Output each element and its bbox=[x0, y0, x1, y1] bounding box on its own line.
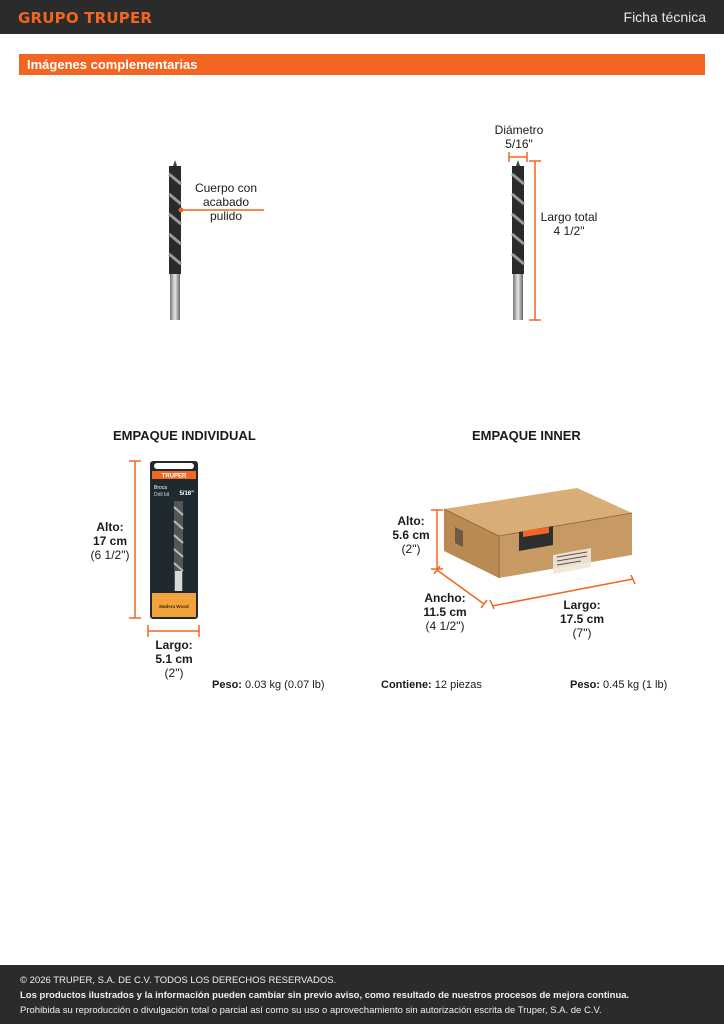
inner-height-metric: 5.6 cm bbox=[392, 528, 430, 542]
pack-length-metric: 5.1 cm bbox=[155, 652, 193, 666]
drill-bit-image-right bbox=[508, 160, 528, 322]
length-title: Largo total bbox=[540, 210, 598, 224]
inner-width-title: Ancho: bbox=[424, 591, 466, 605]
pack-height-metric: 17 cm bbox=[92, 534, 128, 548]
individual-pack-weight bbox=[212, 679, 325, 691]
pack-height-label bbox=[84, 520, 136, 562]
length-label bbox=[536, 210, 602, 238]
body-finish-label bbox=[186, 181, 266, 223]
card-product-en: Drill bit bbox=[154, 492, 170, 498]
inner-width-metric: 11.5 cm bbox=[423, 605, 467, 619]
diameter-label bbox=[488, 123, 550, 151]
footer-prohibition: Prohibida su reproducción o divulgación total o parcial así como su uso o aprovechamiento sin autorización escrita de Truper, S.A. de C.V. bbox=[20, 1005, 602, 1016]
inner-pack-weight bbox=[570, 679, 667, 691]
footer bbox=[0, 965, 724, 1024]
inner-height-imperial: (2") bbox=[401, 542, 421, 556]
individual-pack-heading: EMPAQUE INDIVIDUAL bbox=[113, 428, 256, 443]
inner-width-imperial: (4 1/2") bbox=[425, 619, 465, 633]
body-finish-line-2: acabado pulido bbox=[202, 195, 250, 223]
diameter-title: Diámetro bbox=[494, 123, 544, 137]
inner-length-metric: 17.5 cm bbox=[559, 612, 605, 626]
footer-copyright: © 2026 TRUPER, S.A. DE C.V. TODOS LOS DERECHOS RESERVADOS. bbox=[20, 975, 337, 986]
diameter-value: 5/16" bbox=[505, 137, 533, 151]
drill-bit-image-left bbox=[165, 160, 185, 322]
card-tag: Madera Wood bbox=[159, 604, 189, 609]
top-bar bbox=[0, 0, 724, 34]
inner-pack-box bbox=[443, 487, 633, 579]
section-bar bbox=[19, 54, 705, 75]
inner-contents-value: 12 piezas bbox=[434, 679, 482, 691]
pack-height-imperial: (6 1/2") bbox=[90, 548, 130, 562]
pack-length-dimension-line bbox=[147, 625, 201, 637]
brand-logo: GRUPO TRUPER bbox=[18, 9, 153, 27]
inner-width-label bbox=[418, 591, 472, 633]
inner-pack-contents bbox=[381, 679, 482, 691]
inner-weight-value: 0.45 kg (1 lb) bbox=[603, 679, 668, 691]
pack-length-title: Largo: bbox=[155, 638, 193, 652]
length-dimension-line bbox=[529, 160, 541, 322]
pack-length-label bbox=[148, 638, 200, 680]
footer-notice: Los productos ilustrados y la información pueden cambiar sin previo aviso, como resultado de nuestros procesos de mejora continua. bbox=[20, 990, 630, 1001]
inner-length-title: Largo: bbox=[563, 598, 601, 612]
pack-height-title: Alto: bbox=[96, 520, 124, 534]
inner-length-imperial: (7") bbox=[572, 626, 592, 640]
card-size: 5/16" bbox=[179, 491, 194, 497]
inner-pack-heading: EMPAQUE INNER bbox=[472, 428, 581, 443]
card-brand: TRUPER bbox=[161, 473, 187, 480]
individual-pack-card bbox=[150, 461, 198, 619]
section-title: Imágenes complementarias bbox=[27, 57, 198, 72]
inner-contents-title: Contiene: bbox=[381, 679, 432, 691]
card-product-es: Broca bbox=[154, 485, 168, 491]
inner-height-title: Alto: bbox=[397, 514, 425, 528]
individual-weight-value: 0.03 kg (0.07 lb) bbox=[245, 679, 325, 691]
inner-weight-title: Peso: bbox=[570, 679, 600, 691]
document-type: Ficha técnica bbox=[623, 9, 706, 25]
length-value: 4 1/2" bbox=[553, 224, 585, 238]
body-finish-line-1: Cuerpo con bbox=[194, 181, 258, 195]
inner-length-label bbox=[556, 598, 608, 640]
inner-height-label bbox=[386, 514, 436, 556]
pack-length-imperial: (2") bbox=[164, 666, 184, 680]
individual-weight-title: Peso: bbox=[212, 679, 242, 691]
